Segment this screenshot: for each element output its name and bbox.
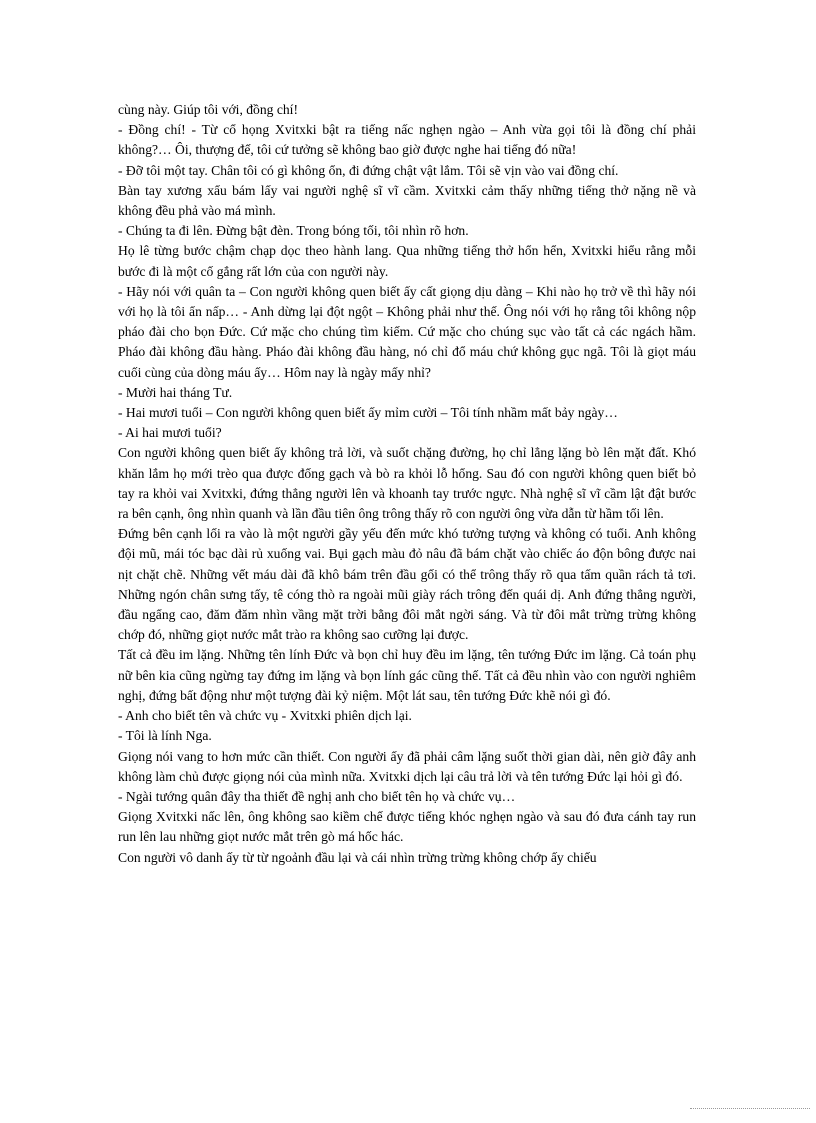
document-page [118, 100, 696, 868]
paragraph-7: - Hãy nói với quân ta – Con người không quen biết ấy cất giọng dịu dàng – Khi nào họ trở về thì hãy nói với họ là tôi ẩn nấp… - Anh dừng lại đột ngột – Không phải như thế. Ông nói với họ rằng tôi không nộp pháo đài cho bọn Đức. Cứ mặc cho chúng tìm kiếm. Cứ mặc cho chúng sục vào tất cả các ngách hầm. Pháo đài không đầu hàng. Pháo đài không đầu hàng, nó chỉ đổ máu chứ không gục ngã. Tôi là giọt máu cuối cùng của dòng máu ấy… Hôm nay là ngày mấy nhỉ? [118, 283, 696, 380]
paragraph-2: - Đồng chí! - Từ cổ họng Xvitxki bật ra tiếng nấc nghẹn ngào – Anh vừa gọi tôi là đồng chí phải không?… Ôi, thượng đế, tôi cứ tưởng sẽ không bao giờ được nghe hai tiếng đó nữa! [118, 122, 696, 158]
paragraph-6: Họ lê từng bước chậm chạp dọc theo hành lang. Qua những tiếng thở hổn hển, Xvitxki hiểu rằng mỗi bước đi là một cố gắng rất lớn của con người này. [118, 243, 696, 279]
paragraph-3: - Đỡ tôi một tay. Chân tôi có gì không ổn, đi đứng chật vật lắm. Tôi sẽ vịn vào vai đồng chí. [118, 162, 619, 178]
paragraph-16: Giọng nói vang to hơn mức cần thiết. Con người ấy đã phải câm lặng suốt thời gian dài, nên giờ đây anh không làm chủ được giọng nói của mình nữa. Xvitxki dịch lại câu trả lời và tên tướng Đức lại hỏi gì đó. [118, 748, 696, 784]
footer-divider [690, 1108, 810, 1110]
paragraph-11: Con người không quen biết ấy không trả lời, và suốt chặng đường, họ chỉ lẳng lặng bò lên mặt đất. Khó khăn lắm họ mới trèo qua được đống gạch và bò ra khỏi lỗ hổng. Sau đó con người không quen biết bỏ tay ra khỏi vai Xvitxki, đứng thẳng người lên và khoanh tay trước ngực. Nhà nghệ sĩ vĩ cầm lật đật bước ra bên cạnh, ông nhìn quanh và lần đầu tiên ông trông thấy rõ con người ông vừa dẫn từ hầm tối lên. [118, 445, 696, 522]
paragraph-14: - Anh cho biết tên và chức vụ - Xvitxki phiên dịch lại. [118, 708, 412, 724]
paragraph-10: - Ai hai mươi tuổi? [118, 425, 222, 441]
paragraph-19: Con người vô danh ấy từ từ ngoảnh đầu lại và cái nhìn trừng trừng không chớp ấy chiếu [118, 849, 597, 865]
paragraph-8: - Mười hai tháng Tư. [118, 384, 233, 400]
paragraph-4: Bàn tay xương xẩu bám lấy vai người nghệ sĩ vĩ cầm. Xvitxki cảm thấy những tiếng thở nặng nề và không đều phả vào má mình. [118, 182, 696, 219]
paragraph-9: - Hai mươi tuổi – Con người không quen biết ấy mỉm cười – Tôi tính nhầm mất bảy ngày… [118, 405, 618, 421]
paragraph-18: Giọng Xvitxki nấc lên, ông không sao kiềm chế được tiếng khóc nghẹn ngào và sau đó đưa cánh tay run run lên lau những giọt nước mắt trên gò má hốc hác. [118, 809, 696, 845]
paragraph-1: cùng này. Giúp tôi với, đồng chí! [118, 102, 298, 117]
paragraph-17: - Ngài tướng quân đây tha thiết đề nghị anh cho biết tên họ và chức vụ… [118, 788, 516, 804]
paragraph-12: Đứng bên cạnh lối ra vào là một người gầy yếu đến mức khó tưởng tượng và không có tuổi. Anh không đội mũ, mái tóc bạc dài rủ xuống vai. Bụi gạch màu đỏ nâu đã bám chặt vào chiếc áo độn bông được nai nịt chặt chẽ. Những vết máu dài đã khô bám trên đầu gối có thể trông thấy rõ qua tấm quần rách tả tơi. Những ngón chân sưng tấy, tê cóng thò ra ngoài mũi giày rách trông đến quái dị. Anh đứng thẳng người, đầu ngẩng cao, đăm đăm nhìn vầng mặt trời bằng đôi mắt ngời sáng. Và từ đôi mắt trừng trừng không chớp đó, những giọt nước mắt trào ra không sao cưỡng lại được. [118, 526, 696, 643]
paragraph-5: - Chúng ta đi lên. Đừng bật đèn. Trong bóng tối, tôi nhìn rõ hơn. [118, 223, 469, 239]
paragraph-15: - Tôi là lính Nga. [118, 728, 212, 744]
paragraph-13: Tất cả đều im lặng. Những tên lính Đức và bọn chỉ huy đều im lặng, tên tướng Đức im lặng. Cả toán phụ nữ bên kia cũng ngừng tay đứng im lặng và bọn lính gác cũng thế. Tất cả đều nhìn vào con người nghiêm nghị, đứng bất động như một tượng đài kỷ niệm. Một lát sau, tên tướng Đức khẽ nói gì đó. [118, 647, 696, 703]
